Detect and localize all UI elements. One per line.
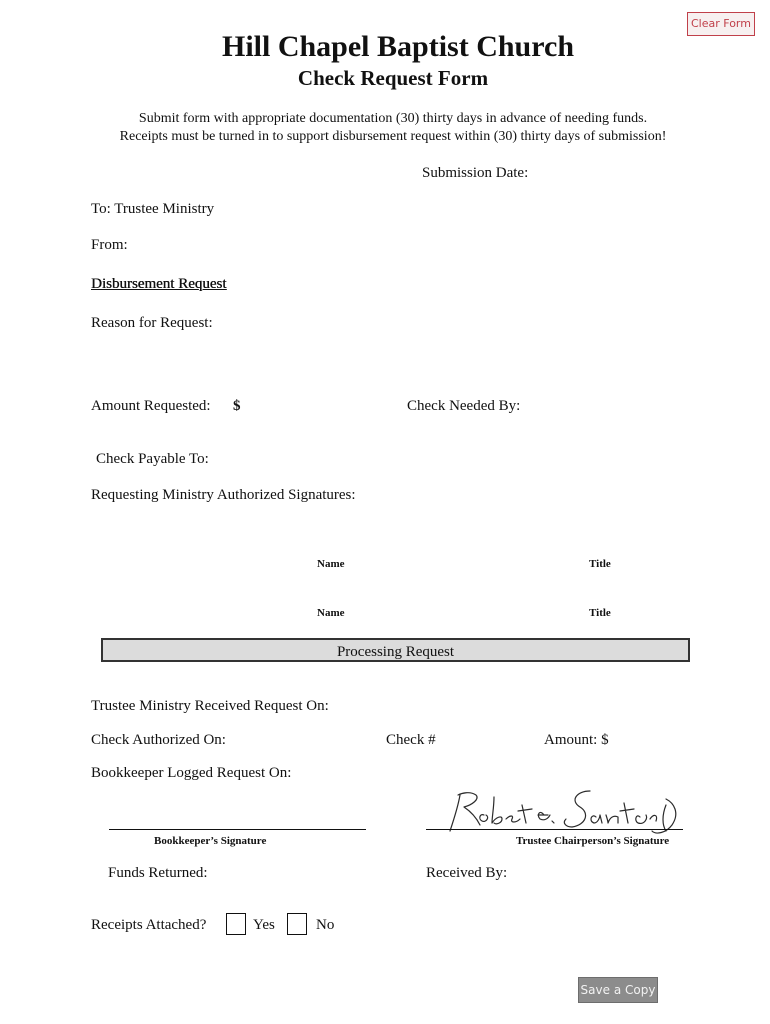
instruction-line-1: Submit form with appropriate documentation (30) thirty days in advance of needing funds. <box>138 111 648 126</box>
to-label: To: Trustee Ministry <box>91 201 215 217</box>
received-on-label: Trustee Ministry Received Request On: <box>91 698 329 714</box>
processing-request-bar: Processing Request <box>101 638 690 662</box>
receipts-attached-label: Receipts Attached? <box>91 917 207 933</box>
reason-label: Reason for Request: <box>91 315 213 331</box>
dollar-sign: $ <box>233 398 241 414</box>
processing-amount-label: Amount: $ <box>544 732 609 748</box>
from-label: From: <box>91 237 128 253</box>
no-label: No <box>316 917 335 933</box>
chairperson-signature-line <box>426 829 683 830</box>
receipts-no-checkbox[interactable] <box>287 913 307 935</box>
name-label-2: Name <box>317 607 345 619</box>
authorized-signatures-label: Requesting Ministry Authorized Signatures: <box>91 487 356 503</box>
submission-date-label: Submission Date: <box>422 165 529 181</box>
church-title: Hill Chapel Baptist Church <box>221 30 575 63</box>
payable-to-label: Check Payable To: <box>96 451 209 467</box>
name-label-1: Name <box>317 558 345 570</box>
clear-form-button[interactable]: Clear Form <box>687 12 755 36</box>
receipts-yes-checkbox[interactable] <box>226 913 246 935</box>
amount-requested-label: Amount Requested: <box>91 398 211 414</box>
chairperson-signature-image <box>440 785 690 841</box>
logged-on-label: Bookkeeper Logged Request On: <box>91 765 292 781</box>
bookkeeper-signature-line <box>109 829 366 830</box>
chairperson-signature-label: Trustee Chairperson’s Signature <box>516 835 670 847</box>
yes-label: Yes <box>253 917 275 933</box>
instruction-line-2: Receipts must be turned in to support disbursement request within (30) thirty days of submission! <box>119 129 667 144</box>
check-needed-by-label: Check Needed By: <box>407 398 521 414</box>
check-number-label: Check # <box>386 732 436 748</box>
disbursement-heading: Disbursement Request <box>91 276 227 292</box>
title-label-1: Title <box>589 558 611 570</box>
authorized-on-label: Check Authorized On: <box>91 732 226 748</box>
received-by-label: Received By: <box>426 865 508 881</box>
title-label-2: Title <box>589 607 611 619</box>
form-title: Check Request Form <box>297 66 489 90</box>
funds-returned-label: Funds Returned: <box>108 865 208 881</box>
save-copy-button[interactable]: Save a Copy <box>578 977 658 1003</box>
bookkeeper-signature-label: Bookkeeper’s Signature <box>154 835 267 847</box>
